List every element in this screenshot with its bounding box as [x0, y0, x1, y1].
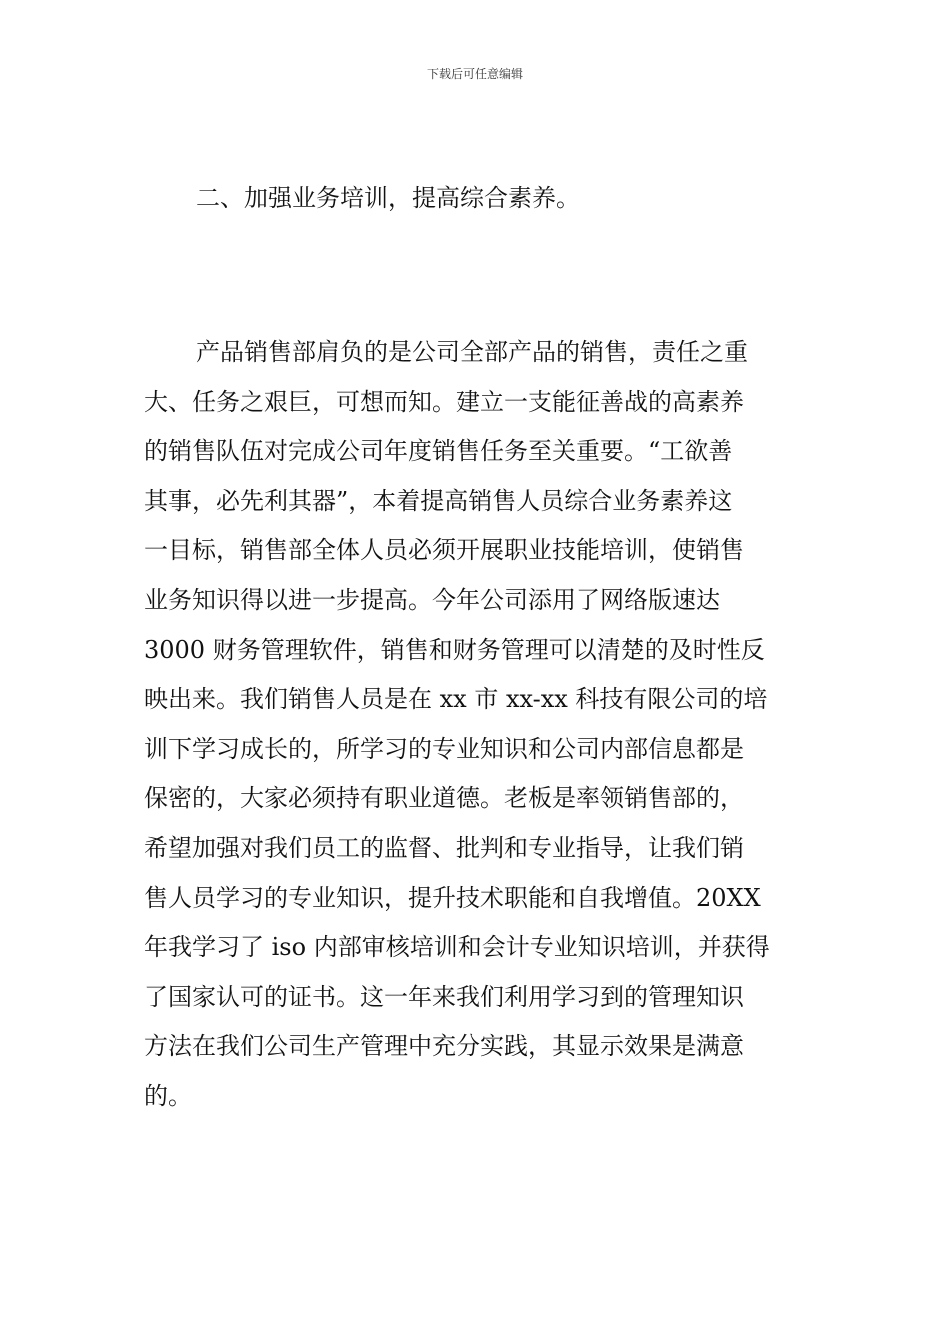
body-paragraph: [144, 328, 810, 1122]
paragraph-line: 大、任务之艰巨，可想而知。建立一支能征善战的高素养: [144, 387, 744, 416]
paragraph-line: 保密的，大家必须持有职业道德。老板是率领销售部的，: [144, 784, 744, 813]
paragraph-line: 希望加强对我们员工的监督、批判和专业指导，让我们销: [144, 833, 744, 862]
paragraph-line: 映出来。我们销售人员是在 xx 市 xx-xx 科技有限公司的培: [144, 685, 768, 714]
paragraph-line: 产品销售部肩负的是公司全部产品的销售，责任之重: [196, 338, 748, 366]
paragraph-line: 的。: [144, 1081, 192, 1110]
header-note: 下载后可任意编辑: [426, 67, 523, 81]
section-heading: 二、加强业务培训，提高综合素养。: [196, 184, 580, 212]
paragraph-line: 方法在我们公司生产管理中充分实践，其显示效果是满意: [144, 1032, 744, 1061]
paragraph-line: 业务知识得以进一步提高。今年公司添用了网络版速达: [144, 585, 720, 614]
paragraph-line: 售人员学习的专业知识，提升技术职能和自我增值。20XX: [144, 883, 761, 912]
paragraph-line: 的销售队伍对完成公司年度销售任务至关重要。“工欲善: [144, 437, 733, 466]
paragraph-line: 了国家认可的证书。这一年来我们利用学习到的管理知识: [144, 982, 744, 1011]
paragraph-line: 一目标，销售部全体人员必须开展职业技能培训，使销售: [144, 536, 744, 565]
paragraph-line: 训下学习成长的，所学习的专业知识和公司内部信息都是: [144, 734, 744, 763]
paragraph-line: 其事，必先利其器”，本着提高销售人员综合业务素养这: [144, 486, 733, 515]
paragraph-line: 年我学习了 iso 内部审核培训和会计专业知识培训，并获得: [144, 933, 770, 962]
paragraph-line: 3000 财务管理软件，销售和财务管理可以清楚的及时性反: [144, 635, 765, 664]
